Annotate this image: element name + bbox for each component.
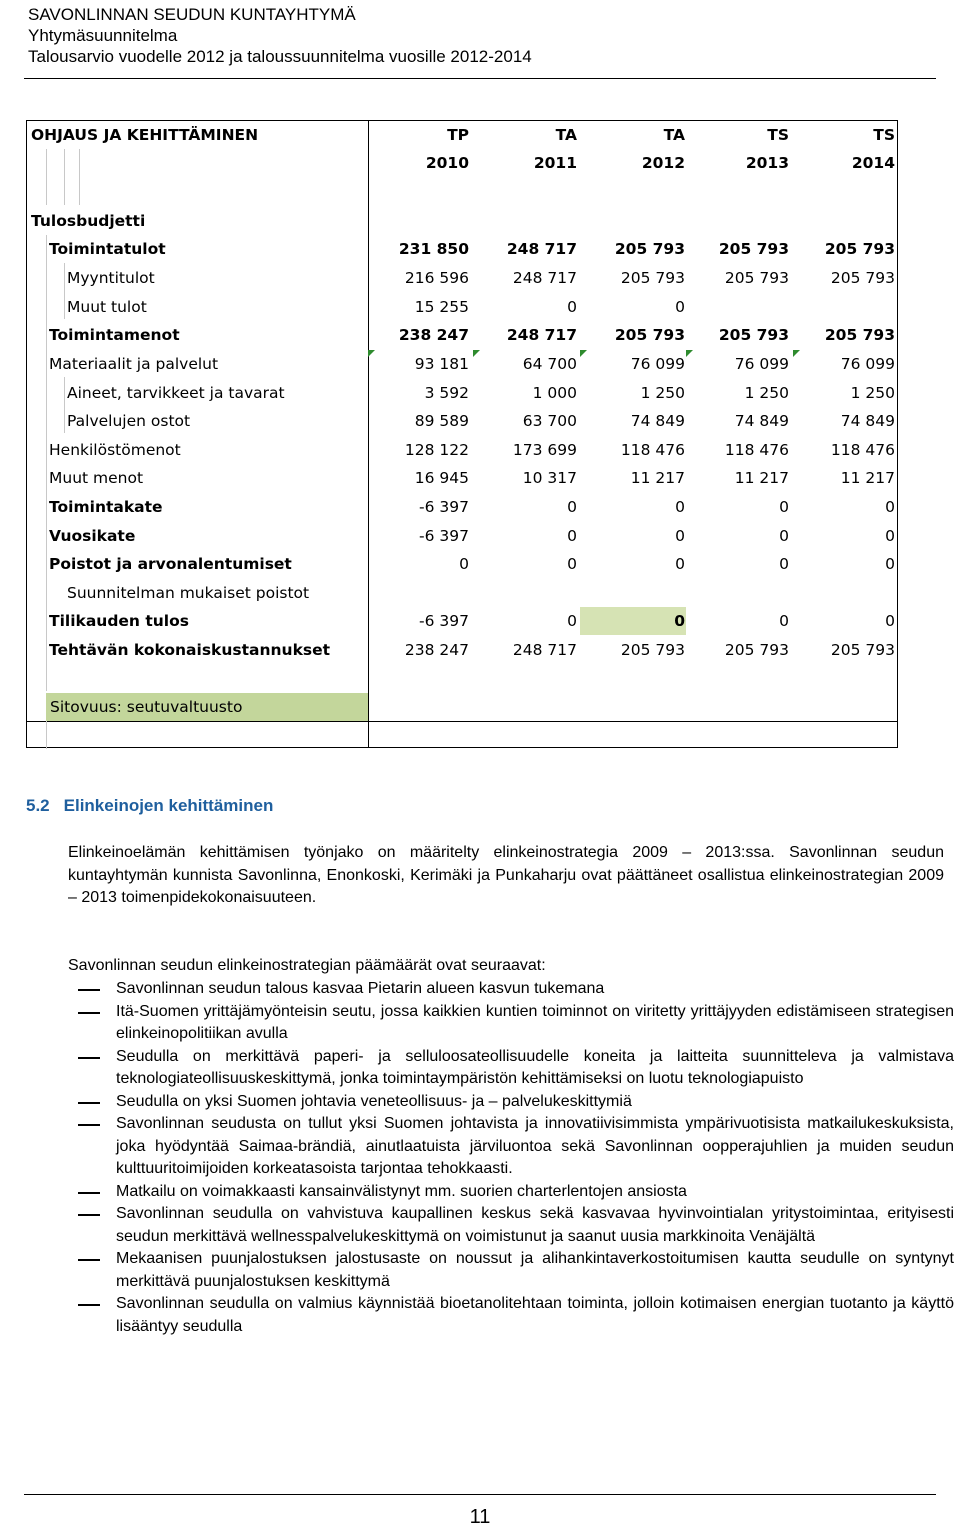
row-value: 1 000 xyxy=(532,384,577,402)
row-value: 0 xyxy=(779,612,789,630)
col-year: 2014 xyxy=(851,154,895,172)
row-label: Toimintakate xyxy=(49,498,163,516)
table-year-row xyxy=(27,149,899,177)
table-row xyxy=(27,493,899,521)
row-value: 74 849 xyxy=(630,412,685,430)
row-value: -6 397 xyxy=(419,527,469,545)
row-label: Muut menot xyxy=(49,469,144,487)
header-org: SAVONLINNAN SEUDUN KUNTAYHTYMÄ xyxy=(28,5,356,24)
col-type: TA xyxy=(555,126,577,144)
row-value: 0 xyxy=(567,527,577,545)
row-value: 63 700 xyxy=(522,412,577,430)
row-value: 205 793 xyxy=(824,240,895,258)
row-value: -6 397 xyxy=(419,612,469,630)
row-value: 0 xyxy=(675,498,685,516)
table-row xyxy=(27,379,899,407)
page-number: 11 xyxy=(469,1506,491,1528)
list-item xyxy=(68,1113,954,1181)
table-section-label xyxy=(27,207,899,235)
dash-icon xyxy=(78,989,100,991)
row-label: Tehtävän kokonaiskustannukset xyxy=(49,641,331,659)
row-value: 0 xyxy=(885,555,895,573)
list-item xyxy=(68,1203,954,1248)
col-type: TS xyxy=(767,126,789,144)
row-value xyxy=(693,293,789,321)
row-value: 0 xyxy=(459,555,469,573)
row-label: Palvelujen ostot xyxy=(67,412,191,430)
row-value: 205 793 xyxy=(724,641,789,659)
row-value: 118 476 xyxy=(724,441,789,459)
row-value: 0 xyxy=(674,612,685,630)
row-value: 238 247 xyxy=(404,641,469,659)
list-item xyxy=(68,1001,954,1046)
row-value: 11 217 xyxy=(840,469,895,487)
row-value: 173 699 xyxy=(512,441,577,459)
row-value: 76 099 xyxy=(734,355,789,373)
binding-label: Sitovuus: seutuvaltuusto xyxy=(46,693,368,721)
row-value: 205 793 xyxy=(718,240,789,258)
row-value: 16 945 xyxy=(414,469,469,487)
row-value: 128 122 xyxy=(404,441,469,459)
row-value: 0 xyxy=(885,527,895,545)
row-value: 1 250 xyxy=(640,384,685,402)
dash-icon xyxy=(78,1057,100,1059)
row-value: 0 xyxy=(885,498,895,516)
row-value: 0 xyxy=(567,498,577,516)
row-value: 0 xyxy=(885,612,895,630)
row-value: 248 717 xyxy=(506,240,577,258)
table-row xyxy=(27,321,899,349)
list-item xyxy=(68,1046,954,1091)
row-value: 64 700 xyxy=(522,355,577,373)
row-value: 0 xyxy=(567,555,577,573)
dash-icon xyxy=(78,1259,100,1261)
col-year: 2011 xyxy=(533,154,577,172)
table-row xyxy=(27,464,899,492)
row-value: 11 217 xyxy=(734,469,789,487)
row-value: 93 181 xyxy=(414,355,469,373)
row-label: Henkilöstömenot xyxy=(49,441,181,459)
row-value: 0 xyxy=(675,298,685,316)
footer-rule xyxy=(24,1494,936,1495)
list-item-text: Savonlinnan seudun talous kasvaa Pietarin alueen kasvun tukemana xyxy=(116,980,605,997)
row-label: Aineet, tarvikkeet ja tavarat xyxy=(67,384,285,402)
list-item xyxy=(68,1181,954,1204)
row-value: 231 850 xyxy=(398,240,469,258)
row-value: 0 xyxy=(567,298,577,316)
row-value: 0 xyxy=(779,498,789,516)
row-label: Tilikauden tulos xyxy=(49,612,189,630)
dash-icon xyxy=(78,1192,100,1194)
list-item xyxy=(68,978,954,1001)
row-value: 118 476 xyxy=(620,441,685,459)
table-guide-line xyxy=(46,721,47,749)
header-unit: Yhtymäsuunnitelma xyxy=(28,26,178,45)
row-value: 205 793 xyxy=(830,269,895,287)
row-value: 11 217 xyxy=(630,469,685,487)
row-value: 205 793 xyxy=(830,641,895,659)
row-value: -6 397 xyxy=(419,498,469,516)
list-item-text: Savonlinnan seudulla on valmius käynnistää bioetanolitehtaan toiminta, jolloin kotimaisen energian tuotanto ja käyttö lisääntyy seudulla xyxy=(116,1295,954,1335)
col-type: TP xyxy=(447,126,469,144)
table-row xyxy=(27,264,899,292)
row-value: 205 793 xyxy=(724,269,789,287)
row-label: Toimintamenot xyxy=(49,326,180,344)
section-title: Elinkeinojen kehittäminen xyxy=(63,796,274,815)
row-value: 0 xyxy=(779,555,789,573)
table-row-divider xyxy=(27,721,897,722)
col-type: TS xyxy=(873,126,895,144)
row-value: 248 717 xyxy=(506,326,577,344)
table-row xyxy=(27,293,899,321)
table-row xyxy=(27,607,899,635)
row-label: Suunnitelman mukaiset poistot xyxy=(67,584,310,602)
row-value: 205 793 xyxy=(718,326,789,344)
row-value: 205 793 xyxy=(614,326,685,344)
row-value: 238 247 xyxy=(398,326,469,344)
table-row xyxy=(27,235,899,263)
dash-icon xyxy=(78,1102,100,1104)
list-item-text: Mekaanisen puunjalostuksen jalostusaste on noussut ja alihankintaverkostoitumisen kautta seudulle on syntynyt merkittävä puunjalostuksen keskittymä xyxy=(116,1250,954,1290)
list-item xyxy=(68,1248,954,1293)
list-item-text: Seudulla on yksi Suomen johtavia veneteollisuus- ja – palvelukeskittymiä xyxy=(116,1092,632,1110)
row-label: Materiaalit ja palvelut xyxy=(49,355,219,373)
list-item-text: Itä-Suomen yrittäjämyönteisin seutu, jossa kaikkien kuntien toiminnot on viritetty yrittäjyyden edistämiseen strategisen elinkeinopolitiikan avulla xyxy=(116,1002,954,1042)
list-item-text: Seudulla on merkittävä paperi- ja selluloosateollisuudelle koneita ja laitteita suunnitteleva ja valmistava teknologiateollisuuskeskittymä, jonka toimintaympäristön kehittämiseksi on luotu teknologiapuisto xyxy=(116,1047,954,1087)
goals-list xyxy=(68,978,954,1338)
row-value: 216 596 xyxy=(404,269,469,287)
col-year: 2013 xyxy=(745,154,789,172)
dash-icon xyxy=(78,1124,100,1126)
row-value: 10 317 xyxy=(522,469,577,487)
row-value: 15 255 xyxy=(414,298,469,316)
col-year: 2012 xyxy=(641,154,685,172)
row-value: 89 589 xyxy=(414,412,469,430)
row-value: 205 793 xyxy=(620,269,685,287)
row-value: 248 717 xyxy=(512,269,577,287)
section-label: Tulosbudjetti xyxy=(31,212,146,230)
table-row xyxy=(27,350,899,378)
row-value: 0 xyxy=(567,612,577,630)
row-value: 74 849 xyxy=(734,412,789,430)
section-paragraph: Elinkeinoelämän kehittämisen työnjako on määritelty elinkeinostrategia 2009 – 2013:ssa. Savonlinnan seudun kuntayhtymän kunnista Savonlinna, Enonkoski, Kerimäki ja Punkaharju ovat päättäneet osallistua elinkeinostrategian 2009 – 2013 toimenpidekokonaisuuteen. xyxy=(68,844,944,906)
section-heading xyxy=(26,796,273,816)
row-value: 0 xyxy=(779,527,789,545)
row-value: 205 793 xyxy=(824,326,895,344)
row-label: Toimintatulot xyxy=(49,240,166,258)
row-value: 3 592 xyxy=(424,384,469,402)
list-item-text: Matkailu on voimakkaasti kansainvälistynyt mm. suorien charterlentojen ansiosta xyxy=(116,1182,687,1200)
row-value: 118 476 xyxy=(830,441,895,459)
table-row xyxy=(27,522,899,550)
table-row xyxy=(27,636,899,664)
list-item-text: Savonlinnan seudusta on tullut yksi Suomen johtavista ja innovatiivisimmista ympärivuotisista matkailukeskuksista, joka hyödyntää Saimaa-brändiä, ainutlaatuista järviluontoa sekä Savonlinnan oopperajuhlien ja muiden seudun kulttuuritoimijoiden korkeatasoista tarjontaa tehokkaasti. xyxy=(116,1115,954,1177)
list-item xyxy=(68,1091,954,1114)
list-item xyxy=(68,1293,954,1338)
row-value: 1 250 xyxy=(744,384,789,402)
row-value: 1 250 xyxy=(850,384,895,402)
col-type: TA xyxy=(663,126,685,144)
page-header xyxy=(28,4,532,67)
row-value: 0 xyxy=(675,527,685,545)
goals-intro: Savonlinnan seudun elinkeinostrategian päämäärät ovat seuraavat: xyxy=(68,957,546,974)
row-value: 205 793 xyxy=(614,240,685,258)
row-value xyxy=(799,293,895,321)
header-rule xyxy=(24,78,936,79)
row-label: Vuosikate xyxy=(49,527,136,545)
table-row xyxy=(27,579,899,607)
dash-icon xyxy=(78,1304,100,1306)
row-label: Poistot ja arvonalentumiset xyxy=(49,555,292,573)
col-year: 2010 xyxy=(425,154,469,172)
table-title: OHJAUS JA KEHITTÄMINEN xyxy=(31,126,259,144)
row-value: 0 xyxy=(675,555,685,573)
row-label: Myyntitulot xyxy=(67,269,155,287)
table-row xyxy=(27,436,899,464)
dash-icon xyxy=(78,1214,100,1216)
dash-icon xyxy=(78,1012,100,1014)
budget-table xyxy=(26,120,898,748)
table-header-row xyxy=(27,121,899,149)
row-value: 248 717 xyxy=(512,641,577,659)
header-doc: Talousarvio vuodelle 2012 ja taloussuunnitelma vuosille 2012-2014 xyxy=(28,47,532,66)
row-value: 205 793 xyxy=(620,641,685,659)
row-value: 76 099 xyxy=(840,355,895,373)
table-row xyxy=(27,407,899,435)
list-item-text: Savonlinnan seudulla on vahvistuva kaupallinen keskus sekä kasvavaa hyvinvointialan yritystoimintaa, erityisesti seudun merkittävä wellnesspalvelukeskittymä on voimistunut ja saanut uusia markkinoita Venäjältä xyxy=(116,1205,954,1245)
row-label: Muut tulot xyxy=(67,298,147,316)
section-number: 5.2 xyxy=(26,796,50,815)
table-column-divider xyxy=(368,693,369,747)
table-row xyxy=(27,550,899,578)
row-value: 76 099 xyxy=(630,355,685,373)
row-value: 74 849 xyxy=(840,412,895,430)
